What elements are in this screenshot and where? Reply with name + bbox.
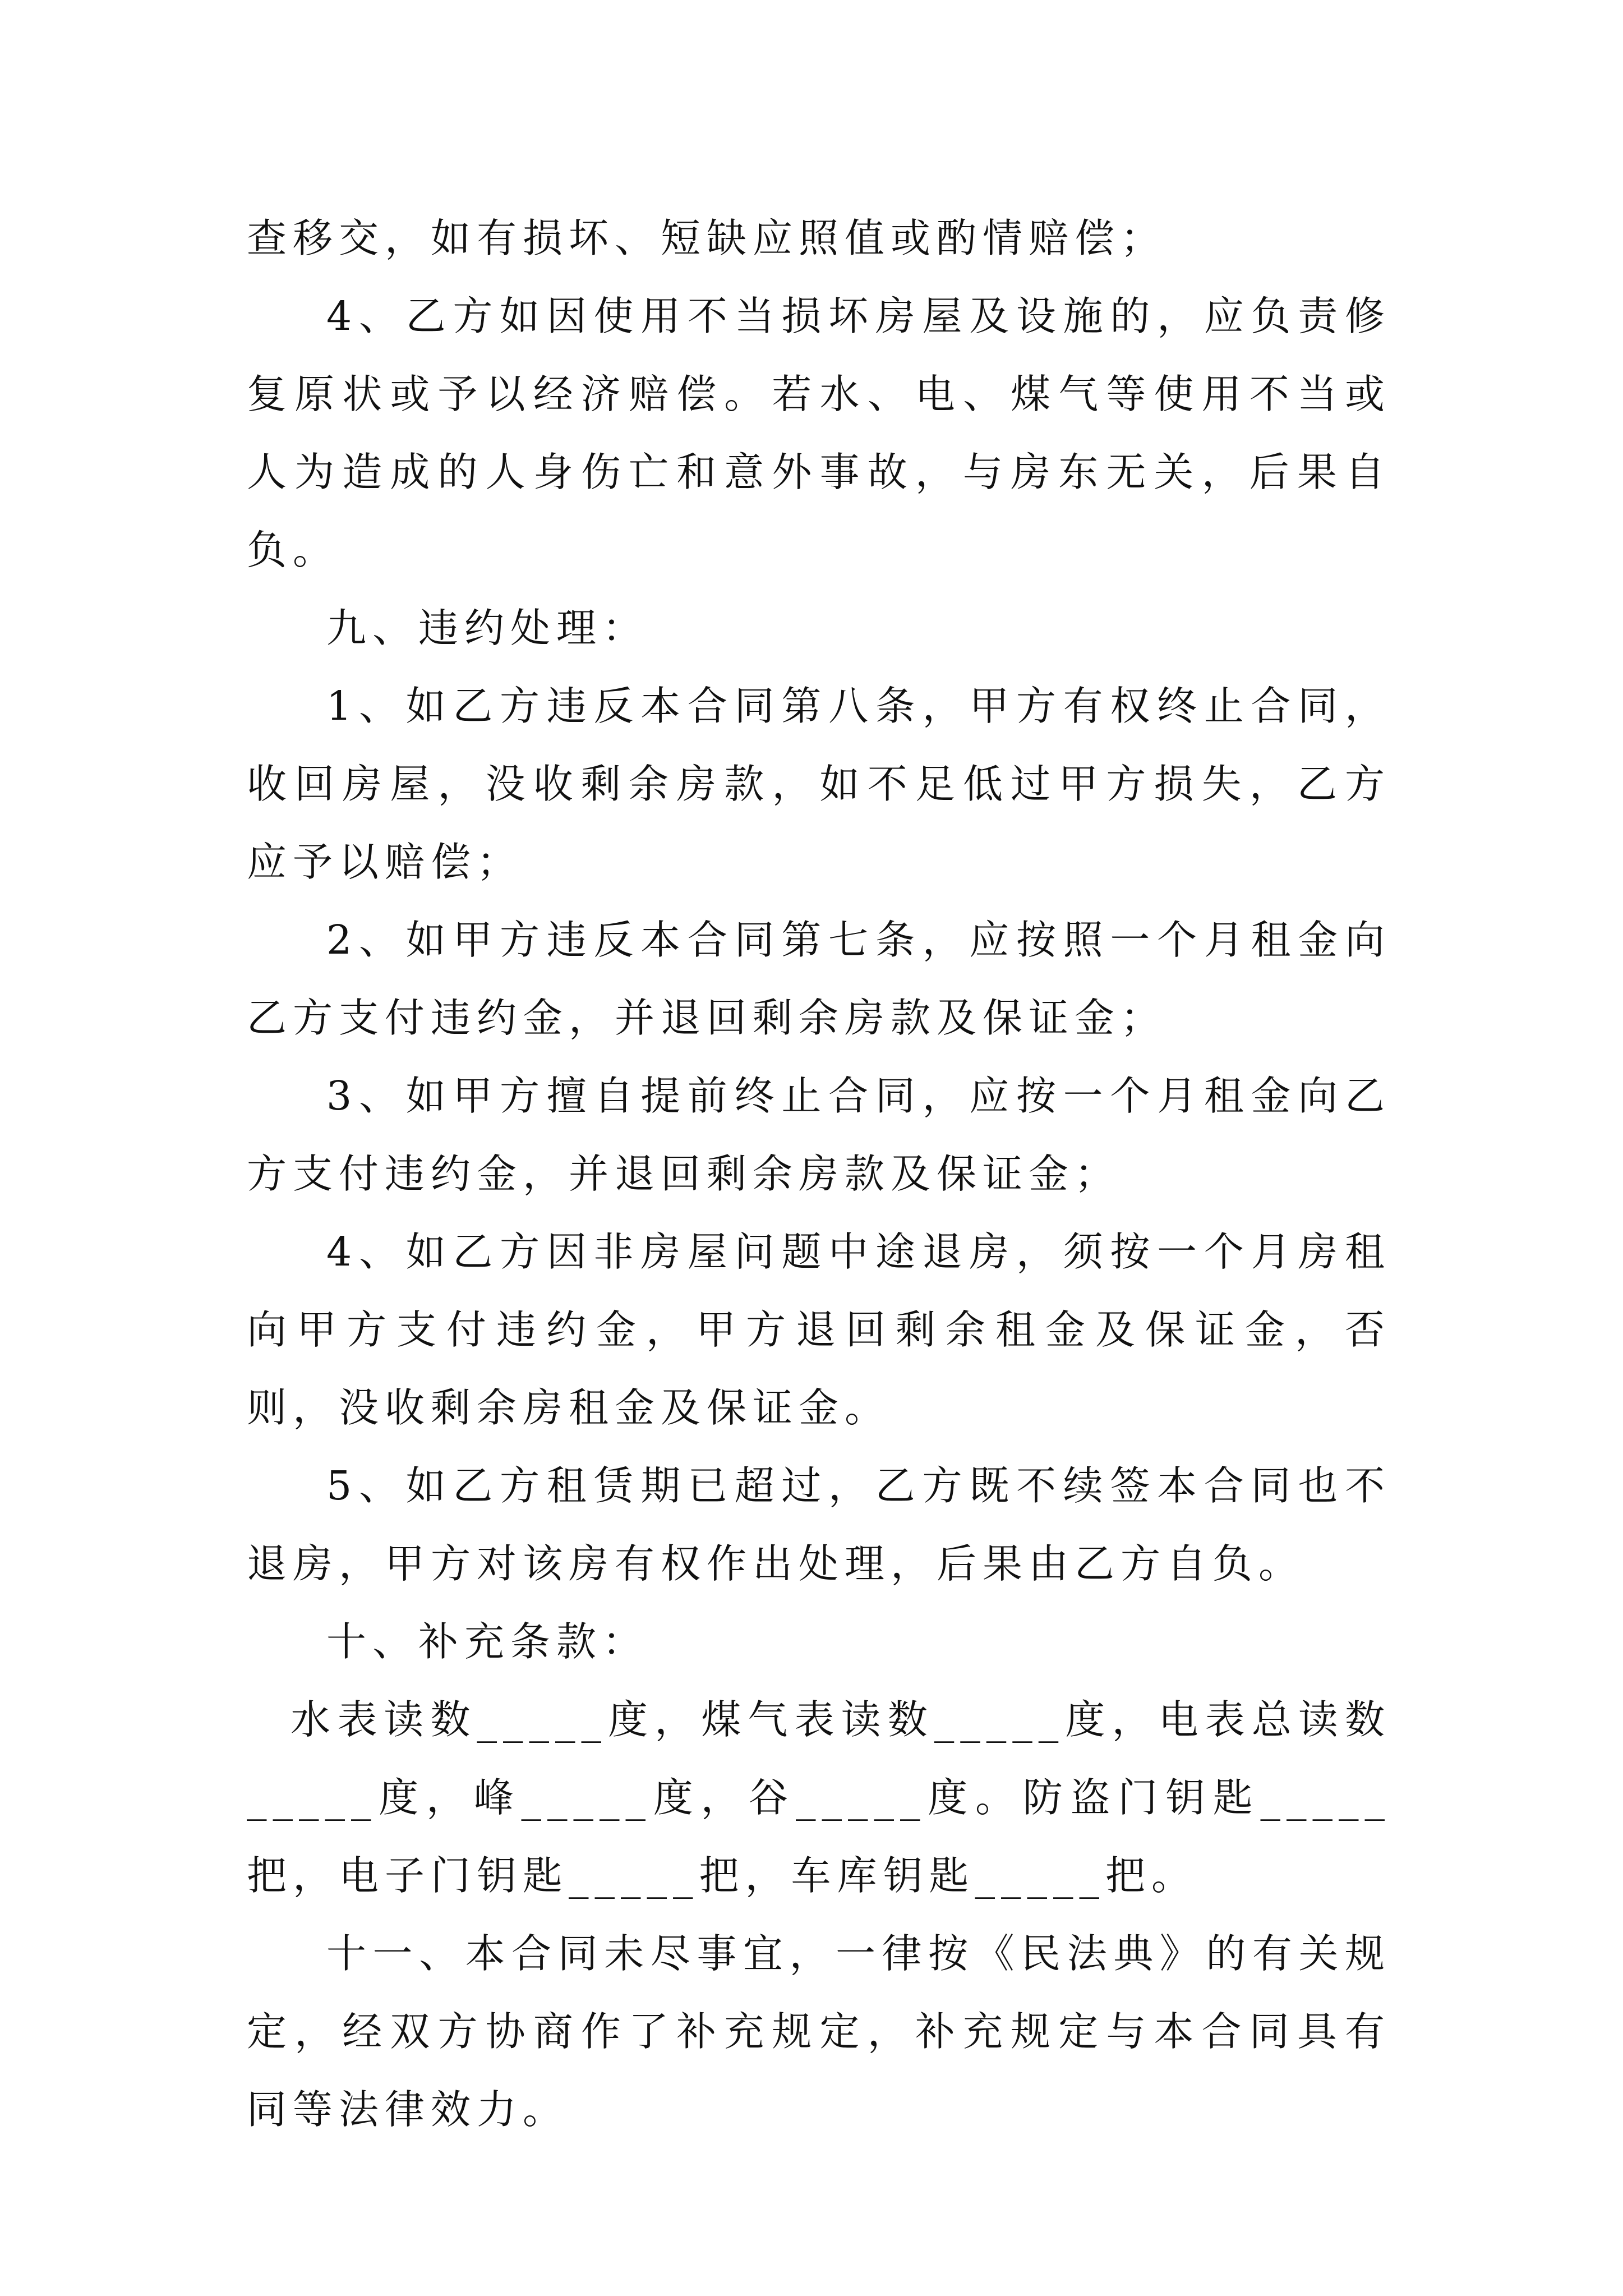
paragraph-breach-5: 5、如乙方租赁期已超过，乙方既不续签本合同也不退房，甲方对该房有权作出处理，后果由乙方自负。 [247,1462,1391,1587]
heading-breach-handling: 九、违约处理： [326,605,649,651]
paragraph-clause-8-4: 4、乙方如因使用不当损坏房屋及设施的，应负责修复原状或予以经济赔偿。若水、电、煤气等使用不当或人为造成的人身伤亡和意外事故，与房东无关，后果自负。 [247,293,1391,573]
paragraph-breach-2: 2、如甲方违反本合同第七条，应按照一个月租金向乙方支付违约金，并退回剩余房款及保证金； [247,917,1391,1041]
paragraph-breach-1: 1、如乙方违反本合同第八条，甲方有权终止合同，收回房屋，没收剩余房款，如不足低过甲方损失，乙方应予以赔偿； [247,683,1391,885]
document-body [247,199,1391,2148]
heading-supplementary-terms: 十、补充条款： [326,1618,649,1665]
paragraph-clause-11: 十一、本合同未尽事宜，一律按《民法典》的有关规定，经双方协商作了补充规定，补充规定与本合同具有同等法律效力。 [247,1930,1391,2133]
paragraph-meter-readings: 水表读数_____度，煤气表读数_____度，电表总读数_____度，峰_____度，谷_____度。防盗门钥匙_____把，电子门钥匙_____把，车库钥匙_____把。 [247,1696,1391,1899]
paragraph-handover-continuation: 查移交，如有损坏、短缺应照值或酌情赔偿； [247,215,1167,261]
paragraph-breach-4: 4、如乙方因非房屋问题中途退房，须按一个月房租向甲方支付违约金，甲方退回剩余租金及保证金，否则，没收剩余房租金及保证金。 [247,1228,1391,1431]
paragraph-breach-3: 3、如甲方擅自提前终止合同，应按一个月租金向乙方支付违约金，并退回剩余房款及保证金； [247,1073,1391,1197]
